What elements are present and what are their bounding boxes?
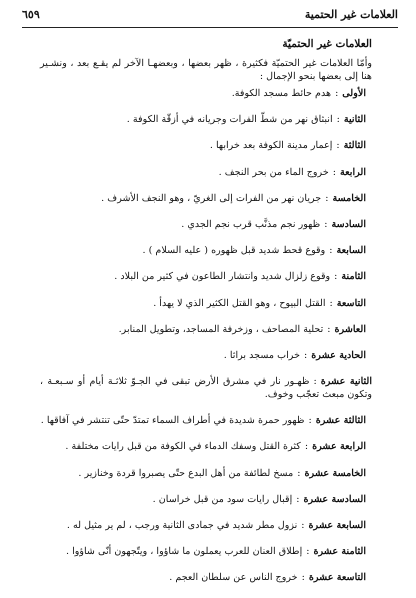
list-item [40,467,372,480]
item-text: إعمار مدينة الكوفة بعد خرابها . [209,140,333,152]
list-item [40,519,372,532]
item-separator: : [336,114,340,126]
item-label: التاسعة [336,297,366,309]
item-separator: : [313,376,317,388]
list-item [40,139,372,152]
list-item [40,244,372,257]
list-item [40,493,372,506]
item-label: التاسعة عشرة [308,572,366,584]
item-label: الرابعة عشرة [312,441,366,453]
item-separator: : [332,166,336,178]
item-text: ظهـور نار في مشرق الأرض تبقى في الجـوّ ثلاثـة أيام أو سـبعـة ، وتكون مبعث تعجّب وخوف. [40,376,372,401]
item-label: العاشرة [334,323,366,335]
item-label: الثانية [343,114,366,126]
section-title: العلامات غير الحتميّة [282,38,372,50]
list-item [40,218,372,231]
item-label: الأولى [342,88,366,99]
item-separator: : [308,415,312,427]
intro-paragraph: وأمّا العلامات غير الحتميّة فكثيرة ، ظهر بعضها ، وبعضهـا الآخر لم يقـع بعد ، ونشـير هنا إلى بعضها بنحو الإجمال : [40,58,372,82]
item-label: السابعة [336,245,366,257]
list-item [40,113,372,126]
item-text: وقوع زلزال شديد وانتشار الطاعون في كثير من البلاد . [114,271,331,283]
item-text: وقوع قحط شديد قبل ظهوره ( عليه السلام ) . [142,245,326,257]
item-text: كثرة القتل وسفك الدماء في الكوفة من قبل رايات مختلفة . [65,441,301,453]
page-number: ٦٥٩ [22,8,40,21]
list-item [40,87,372,100]
list-item [40,375,372,401]
item-separator: : [301,520,305,531]
running-header [22,6,398,26]
item-separator: : [336,140,340,152]
item-label: الثالثة عشرة [315,415,366,427]
header-divider [22,27,398,28]
item-text: خروج الماء من بحر النجف . [218,166,329,178]
item-text: جريان نهر من الفرات إلى الغريّ ، وهو النجف الأشرف . [101,192,322,204]
item-label: الخامسة عشرة [304,467,366,479]
item-label: السادسة عشرة [303,493,366,505]
list-item [40,440,372,453]
list-item [40,192,372,205]
item-separator: : [296,493,300,505]
item-separator: : [304,349,308,361]
list-item [40,571,372,584]
item-label: الخامسة [332,192,366,204]
list-item [40,349,372,362]
signs-list [40,87,372,584]
item-text: نزول مطر شديد في جمادى الثانية ورجب ، لم ير مثيل له . [66,520,298,531]
item-separator: : [304,441,309,453]
item-text: تحلية المصاحف ، وزخرفة المساجد، وتطويل المنابر. [118,323,324,335]
list-item [40,323,372,336]
item-separator: : [335,88,339,99]
item-separator: : [324,218,328,230]
item-label: الثانية عشرة [320,376,372,388]
item-separator: : [325,192,329,204]
list-item [40,270,372,283]
item-text: القتل البيوح ، وهو القتل الكثير الذي لا يهدأ . [153,297,326,309]
item-text: مسخ لطائفة من أهل البدع حتّى يصبروا قردة وخنازير . [78,467,294,479]
item-separator: : [329,245,333,257]
item-label: الرابعة [340,166,366,178]
item-text: ظهور حمرة شديدة في أطراف السماء تمتدّ حتّى تنتشر في آفاقها . [40,415,305,427]
item-text: إقبال رايات سود من قبل خراسان . [152,493,293,505]
item-text: خروج الناس عن سلطان العجم . [169,572,298,584]
item-label: الثالثة [343,140,366,152]
list-item [40,297,372,310]
item-label: السابعة عشرة [308,520,366,531]
item-separator: : [327,323,331,335]
item-text: إطلاق العنان للعرب يعملون ما شاؤوا ، ويتّجهون أنّى شاؤوا . [65,546,303,558]
item-separator: : [306,546,310,558]
item-separator: : [329,297,333,309]
item-separator: : [301,572,305,584]
item-label: الثامنة عشرة [313,546,366,558]
item-text: انبثاق نهر من شطّ الفرات وجريانه في أزقّة الكوفة . [126,114,333,126]
list-item [40,166,372,179]
item-text: ظهور نجم مذنَّب قرب نجم الجدي . [181,218,321,230]
item-label: الثامنة [341,271,366,283]
item-text: هدم حائط مسجد الكوفة. [231,88,332,99]
list-item [40,414,372,427]
running-header-title: العلامات غير الحتمية [304,8,398,21]
page-body [40,38,372,598]
item-separator: : [334,271,338,283]
list-item [40,545,372,558]
item-label: السادسة [331,218,366,230]
item-label: الحادية عشرة [311,349,366,361]
item-separator: : [297,467,301,479]
item-text: خراب مسجد براثا . [223,349,301,361]
